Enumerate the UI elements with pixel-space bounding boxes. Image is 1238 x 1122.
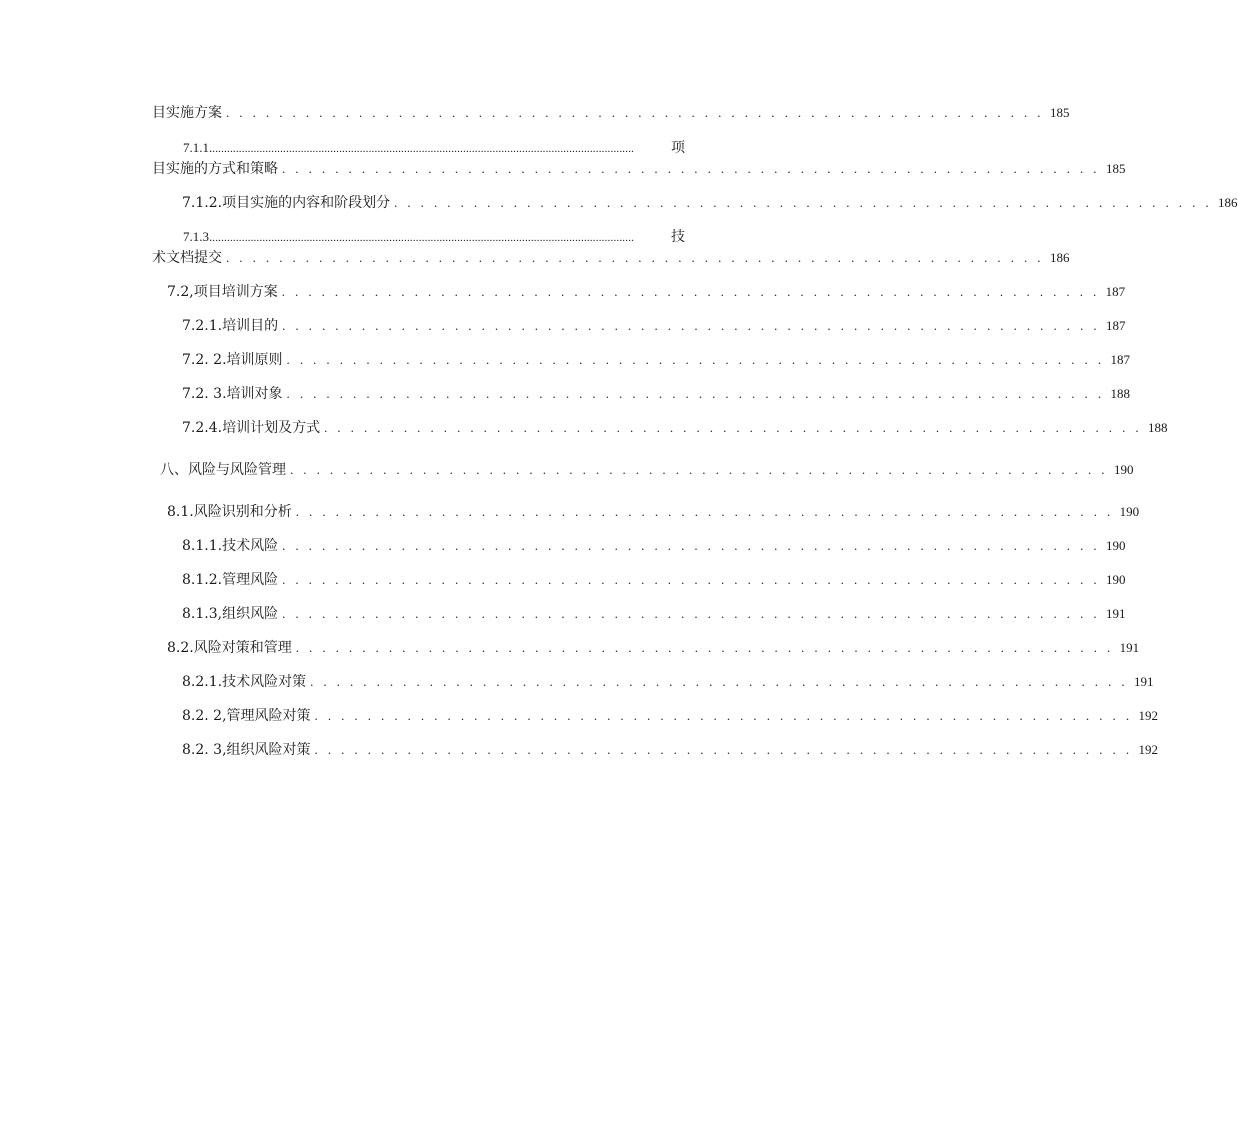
toc-entry[interactable] (167, 503, 1140, 521)
toc-leader-dots: . . . . . . . . . . . . . . . . . . . . . . . . . . . . . . . . . . . . . . . . . . . . . . . . . . . . . . . . . . . . . . (324, 420, 1143, 435)
toc-entry-number: 8.1. (167, 504, 194, 520)
toc-page-number: 190 (1113, 462, 1134, 477)
toc-page-number: 187 (1110, 352, 1130, 367)
toc-leader-dots: . . . . . . . . . . . . . . . . . . . . . . . . . . . . . . . . . . . . . . . . . . . . . . . . . . . . . . . . . . . . . . (282, 606, 1101, 621)
toc-page-number: 188 (1148, 420, 1168, 435)
toc-entry[interactable] (182, 351, 1130, 369)
toc-leader-dots: . . . . . . . . . . . . . . . . . . . . . . . . . . . . . . . . . . . . . . . . . . . . . . . . . . . . . . . . . . . . . . (295, 504, 1114, 519)
toc-page-number: 185 (1049, 105, 1070, 120)
toc-page-number: 185 (1105, 161, 1126, 176)
toc-entry-title: 术文档提交 (152, 250, 222, 266)
toc-entry-title: 2.1.培训目的 (195, 318, 279, 334)
toc-entry-number: 7. (182, 420, 196, 436)
toc-entry[interactable] (183, 228, 685, 247)
toc-entry[interactable] (182, 194, 1238, 212)
toc-leader-dots: . . . . . . . . . . . . . . . . . . . . . . . . . . . . . . . . . . . . . . . . . . . . . . . . . . . . . . . . . . . . . . (290, 462, 1108, 477)
toc-entry-number: 8.2. (167, 640, 194, 656)
toc-leader-dots: . . . . . . . . . . . . . . . . . . . . . . . . . . . . . . . . . . . . . . . . . . . . . . . . . . . . . . . . . . . . . . (286, 352, 1105, 367)
toc-leader-dots: ............................................................................................................................................... (212, 232, 635, 244)
toc-entry-title: 风险识别和分析 (193, 504, 292, 520)
toc-page-number: 192 (1138, 742, 1158, 757)
toc-leader-dots: . . . . . . . . . . . . . . . . . . . . . . . . . . . . . . . . . . . . . . . . . . . . . . . . . . . . . . . . . . . . . . (226, 105, 1044, 120)
toc-page-number: 186 (1218, 195, 1238, 210)
toc-leader-dots: . . . . . . . . . . . . . . . . . . . . . . . . . . . . . . . . . . . . . . . . . . . . . . . . . . . . . . . . . . . . . . (281, 284, 1100, 299)
toc-entry[interactable] (167, 639, 1140, 657)
toc-page-number: 190 (1106, 572, 1126, 587)
toc-page-number: 191 (1106, 606, 1126, 621)
toc-entry-title: 3,组织风险 (208, 606, 279, 622)
toc-entry-number: 7. (182, 386, 196, 402)
toc-entry-title: 2.管理风险 (208, 572, 279, 588)
toc-entry-title: 八、风险与风险管理 (160, 462, 286, 478)
toc-entry-title: 2. 2.培训原则 (195, 352, 283, 368)
toc-leader-dots: . . . . . . . . . . . . . . . . . . . . . . . . . . . . . . . . . . . . . . . . . . . . . . . . . . . . . . . . . . . . . . (310, 674, 1129, 689)
toc-entry[interactable] (152, 104, 1070, 122)
toc-entry-title: 技术风险 (222, 538, 279, 554)
toc-entry-title: 2.1.技术风险对策 (195, 674, 307, 690)
toc-entry-number: 7. (182, 195, 196, 211)
toc-page-number: 190 (1106, 538, 1126, 553)
toc-entry-title: 目实施的方式和策略 (152, 161, 278, 177)
toc-leader-dots: . . . . . . . . . . . . . . . . . . . . . . . . . . . . . . . . . . . . . . . . . . . . . . . . . . . . . . . . . . . . . . (394, 195, 1213, 210)
toc-entry-number: 7.1.1. (183, 140, 213, 155)
toc-entry-number: 7. (182, 352, 196, 368)
toc-entry[interactable] (182, 605, 1126, 623)
toc-leader-dots: ............................................................................................................................................... (212, 143, 635, 155)
toc-entry-title: 风险对策和管理 (193, 640, 292, 656)
toc-entry[interactable] (160, 461, 1134, 479)
toc-entry[interactable] (182, 537, 1126, 555)
toc-entry-title: 项目培训方案 (193, 284, 278, 300)
toc-entry[interactable] (167, 283, 1126, 301)
toc-entry-title: 1.2.项目实施的内容和阶段划分 (195, 195, 391, 211)
toc-entry[interactable] (182, 673, 1154, 691)
toc-entry[interactable] (182, 317, 1126, 335)
toc-entry-title: 2. 3,组织风险对策 (195, 742, 311, 758)
toc-entry[interactable] (182, 385, 1130, 403)
toc-page-number: 191 (1134, 674, 1154, 689)
toc-entry-wrap-char: 项 (671, 140, 685, 156)
toc-entry-title: 2.4.培训计划及方式 (195, 420, 321, 436)
toc-leader-dots: . . . . . . . . . . . . . . . . . . . . . . . . . . . . . . . . . . . . . . . . . . . . . . . . . . . . . . . . . . . . . . (314, 742, 1133, 757)
toc-entry[interactable] (182, 419, 1168, 437)
toc-entry[interactable] (152, 249, 1070, 267)
toc-page-number: 187 (1106, 318, 1126, 333)
toc-page-number: 192 (1138, 708, 1158, 723)
toc-leader-dots: . . . . . . . . . . . . . . . . . . . . . . . . . . . . . . . . . . . . . . . . . . . . . . . . . . . . . . . . . . . . . . (282, 318, 1101, 333)
toc-entry-number: 8.1. (182, 606, 209, 622)
toc-leader-dots: . . . . . . . . . . . . . . . . . . . . . . . . . . . . . . . . . . . . . . . . . . . . . . . . . . . . . . . . . . . . . . (314, 708, 1133, 723)
toc-entry[interactable] (182, 571, 1126, 589)
toc-leader-dots: . . . . . . . . . . . . . . . . . . . . . . . . . . . . . . . . . . . . . . . . . . . . . . . . . . . . . . . . . . . . . . (282, 538, 1101, 553)
toc-leader-dots: . . . . . . . . . . . . . . . . . . . . . . . . . . . . . . . . . . . . . . . . . . . . . . . . . . . . . . . . . . . . . . (282, 161, 1100, 176)
toc-entry-number: 7.1.3. (183, 229, 213, 244)
toc-page-number: 190 (1119, 504, 1140, 519)
toc-page-number: 188 (1110, 386, 1130, 401)
toc-leader-dots: . . . . . . . . . . . . . . . . . . . . . . . . . . . . . . . . . . . . . . . . . . . . . . . . . . . . . . . . . . . . . . (295, 640, 1114, 655)
toc-entry-title: 2. 2,管理风险对策 (195, 708, 311, 724)
toc-entry-number: 7.2, (167, 284, 194, 300)
toc-leader-dots: . . . . . . . . . . . . . . . . . . . . . . . . . . . . . . . . . . . . . . . . . . . . . . . . . . . . . . . . . . . . . . (286, 386, 1105, 401)
toc-entry[interactable] (183, 139, 685, 158)
toc-page-number: 187 (1105, 284, 1126, 299)
toc-entry-title: 2. 3.培训对象 (195, 386, 283, 402)
toc-page-number: 186 (1049, 250, 1070, 265)
toc-entry-number: 8. (182, 674, 196, 690)
toc-entry[interactable] (182, 707, 1158, 725)
toc-entry-number: 8.1.1. (182, 538, 223, 554)
toc-entry[interactable] (182, 741, 1158, 759)
toc-entry-number: 8. (182, 742, 196, 758)
toc-leader-dots: . . . . . . . . . . . . . . . . . . . . . . . . . . . . . . . . . . . . . . . . . . . . . . . . . . . . . . . . . . . . . . (282, 572, 1101, 587)
toc-entry-number: 8.1. (182, 572, 209, 588)
toc-entry-number: 7. (182, 318, 196, 334)
toc-entry-number: 8. (182, 708, 196, 724)
toc-entry[interactable] (152, 160, 1126, 178)
toc-leader-dots: . . . . . . . . . . . . . . . . . . . . . . . . . . . . . . . . . . . . . . . . . . . . . . . . . . . . . . . . . . . . . . (226, 250, 1044, 265)
toc-page-number: 191 (1119, 640, 1140, 655)
toc-entry-title: 目实施方案 (152, 105, 222, 121)
toc-entry-wrap-char: 技 (671, 229, 685, 245)
